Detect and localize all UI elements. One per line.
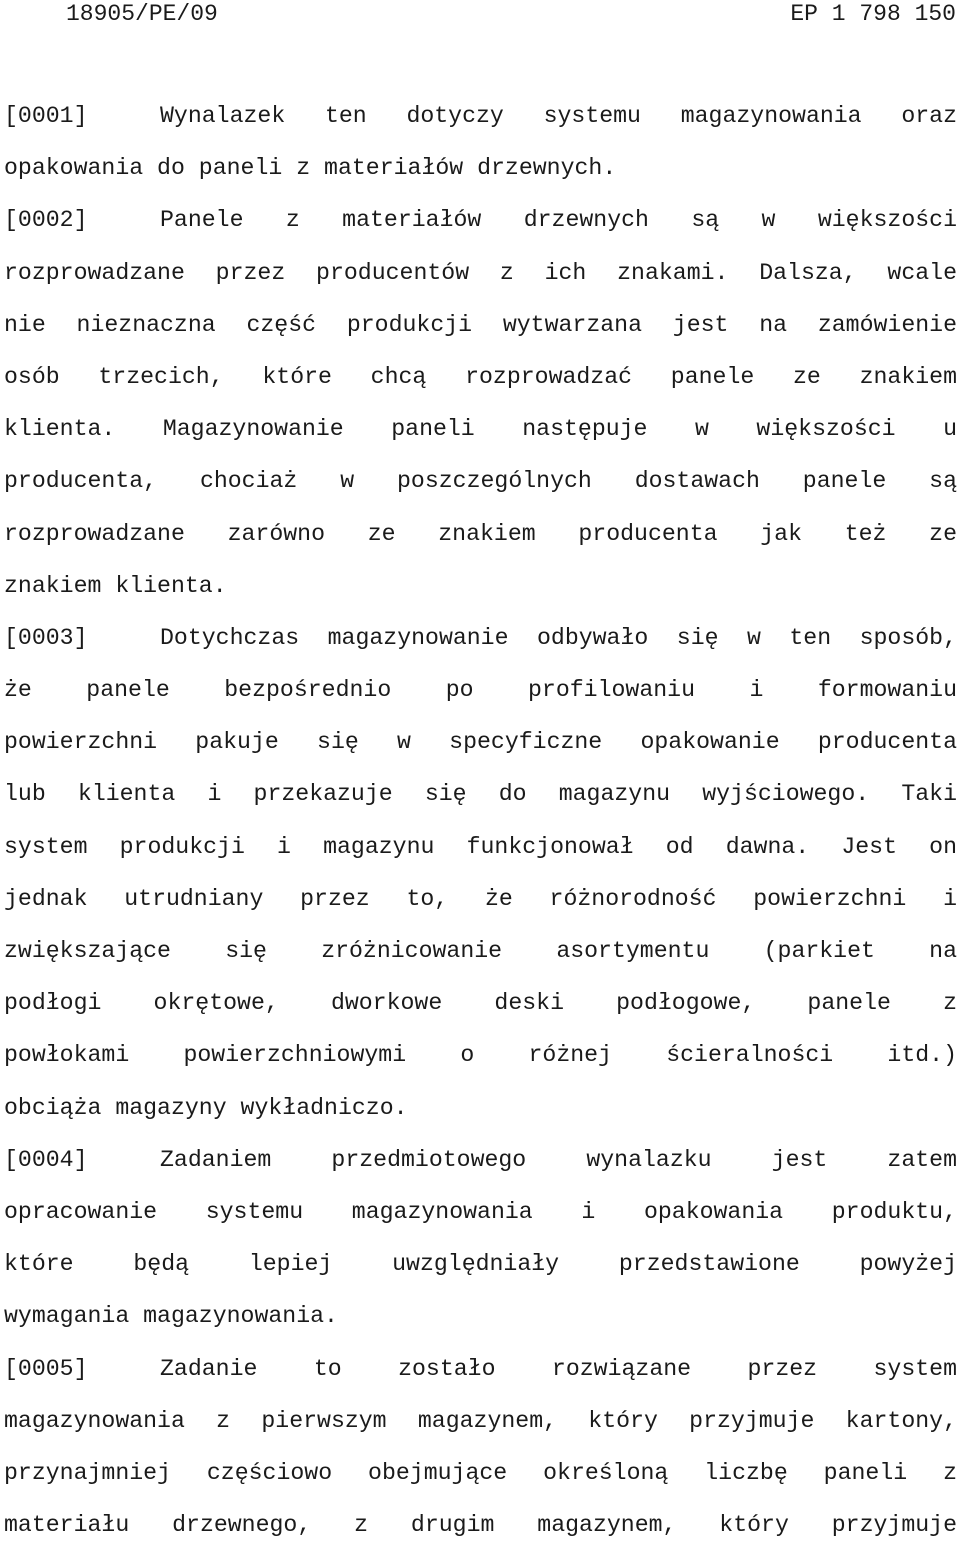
document-body xyxy=(4,90,957,1551)
line-text: powierzchni pakuje się w specyficzne opakowanie producenta xyxy=(4,729,957,756)
line-text: opakowania do paneli z materiałów drzewnych. xyxy=(4,155,617,182)
line-text: lub klienta i przekazuje się do magazynu wyjściowego. Taki xyxy=(4,781,957,808)
line-text: obciąża magazyny wykładniczo. xyxy=(4,1094,408,1121)
line-text: Dotychczas magazynowanie odbywało się w ten sposób, xyxy=(160,624,957,651)
line-text: osób trzecich, które chcą rozprowadzać panele ze znakiem xyxy=(4,363,957,390)
line-text: rozprowadzane zarówno ze znakiem producenta jak też ze xyxy=(4,520,957,547)
paragraph-start-line xyxy=(4,194,957,246)
text-line xyxy=(4,1395,957,1447)
paragraph-start-line xyxy=(4,90,957,142)
text-line xyxy=(4,925,957,977)
text-line xyxy=(4,455,957,507)
line-text: podłogi okrętowe, dworkowe deski podłogowe, panele z xyxy=(4,990,957,1017)
line-text: materiału drzewnego, z drugim magazynem, który przyjmuje xyxy=(4,1512,957,1539)
text-line xyxy=(4,1447,957,1499)
text-line xyxy=(4,1238,957,1290)
line-text: jednak utrudniany przez to, że różnorodność powierzchni i xyxy=(4,885,957,912)
line-text: że panele bezpośrednio po profilowaniu i formowaniu xyxy=(4,677,957,704)
paragraph-number: [0003] xyxy=(4,624,88,651)
line-text: które będą lepiej uwzględniały przedstawione powyżej xyxy=(4,1251,957,1278)
line-text: Wynalazek ten dotyczy systemu magazynowania oraz xyxy=(160,103,957,129)
text-line xyxy=(4,299,957,351)
paragraph-number: [0001] xyxy=(4,103,88,129)
text-line xyxy=(4,1290,957,1342)
paragraph-start-line xyxy=(4,1343,957,1395)
line-text: magazynowania z pierwszym magazynem, który przyjmuje kartony, xyxy=(4,1407,957,1434)
paragraph-number: [0004] xyxy=(4,1146,88,1173)
text-line xyxy=(4,977,957,1029)
paragraph-start-line xyxy=(4,1134,957,1186)
line-text: Panele z materiałów drzewnych są w większości xyxy=(160,207,957,234)
line-text: zwiększające się zróżnicowanie asortymentu (parkiet na xyxy=(4,938,957,964)
text-line xyxy=(4,873,957,925)
line-text: opracowanie systemu magazynowania i opakowania produktu, xyxy=(4,1198,957,1225)
line-text: Zadaniem przedmiotowego wynalazku jest zatem xyxy=(160,1146,957,1173)
text-line xyxy=(4,716,957,768)
line-text: wymagania magazynowania. xyxy=(4,1303,338,1330)
patent-number: EP 1 798 150 xyxy=(790,1,956,27)
text-line xyxy=(4,1186,957,1238)
line-text: przynajmniej częściowo obejmujące określoną liczbę paneli z xyxy=(4,1459,957,1486)
text-line xyxy=(4,351,957,403)
text-line xyxy=(4,664,957,716)
line-text: rozprowadzane przez producentów z ich znakami. Dalsza, wcale xyxy=(4,259,957,286)
text-line xyxy=(4,1029,957,1081)
page-header xyxy=(66,0,956,28)
line-text: Zadanie to zostało rozwiązane przez system xyxy=(160,1355,957,1382)
paragraph-start-line xyxy=(4,612,957,664)
text-line xyxy=(4,403,957,455)
line-text: klienta. Magazynowanie paneli następuje w większości u xyxy=(4,416,957,443)
text-line xyxy=(4,560,957,612)
text-line xyxy=(4,768,957,820)
text-line xyxy=(4,508,957,560)
text-line xyxy=(4,142,957,194)
text-line xyxy=(4,1499,957,1551)
line-text: system produkcji i magazynu funkcjonował od dawna. Jest on xyxy=(4,833,957,860)
text-line xyxy=(4,821,957,873)
paragraph-number: [0005] xyxy=(4,1355,88,1382)
paragraph-number: [0002] xyxy=(4,207,88,234)
text-line xyxy=(4,247,957,299)
line-text: nie nieznaczna część produkcji wytwarzana jest na zamówienie xyxy=(4,311,957,338)
document-reference: 18905/PE/09 xyxy=(66,1,218,27)
line-text: producenta, chociaż w poszczególnych dostawach panele są xyxy=(4,468,957,495)
line-text: znakiem klienta. xyxy=(4,572,227,599)
line-text: powłokami powierzchniowymi o różnej ścieralności itd.) xyxy=(4,1042,957,1069)
text-line xyxy=(4,1082,957,1134)
